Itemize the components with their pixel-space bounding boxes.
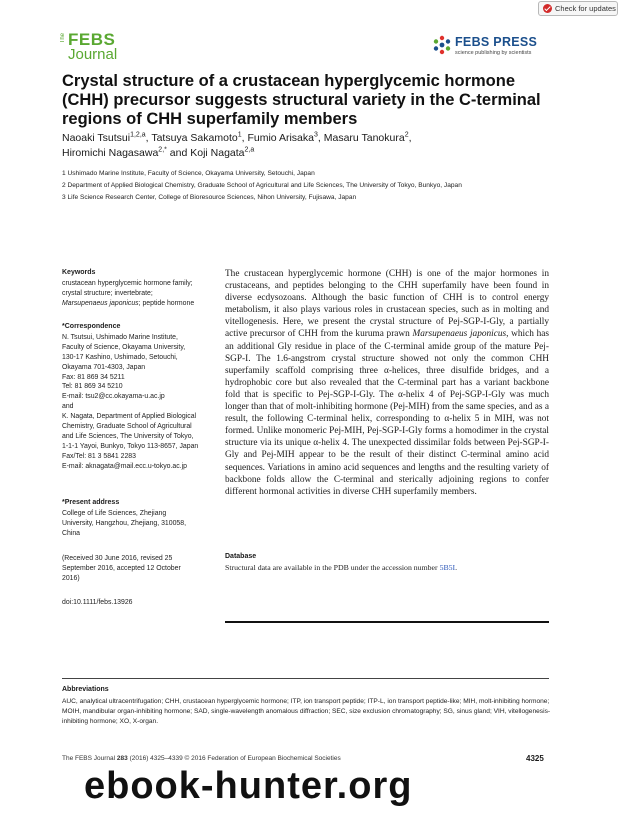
journal-footer: The FEBS Journal 283 (2016) 4325–4339 © 2016 Federation of European Biochemical Societies <box>62 755 341 762</box>
present-address-line: University, Hangzhou, Zhejiang, 310058, <box>62 519 186 527</box>
doi-link[interactable]: doi:10.1111/febs.13926 <box>62 599 133 606</box>
press-logo-tagline: science publishing by scientists <box>455 50 532 56</box>
author-name: Fumio Arisaka <box>247 132 314 144</box>
abbreviations-text: AUC, analytical ultracentrifugation; CHH, crustacean hyperglycemic hormone; ITP, ion transport peptide; ITP-L, ion transport peptide-like; MIH, molt-inhibiting hormone; MOIH, mandibular organ-inhibiting hormone; SAD, single-wavelength anomalous diffraction; SEC, size exclusion chromatography; SG, sinus gland; VIH, vitellogenesis-inhibiting hormone; XO, X-organ. <box>62 698 551 725</box>
press-logo-name: FEBS PRESS <box>455 35 538 49</box>
keywords-line: ; peptide hormone <box>138 299 195 307</box>
affiliation-item: 1 Ushimado Marine Institute, Faculty of Science, Okayama University, Setouchi, Japan <box>62 170 315 177</box>
correspondence-line: 1-1-1 Yayoi, Bunkyo, Tokyo 113-8657, Japan <box>62 442 199 450</box>
author-name: Hiromichi Nagasawa <box>62 147 159 159</box>
present-address-heading: *Present address <box>62 499 120 506</box>
present-address-section <box>62 498 212 539</box>
journal-logo-febs: FEBS <box>68 30 116 49</box>
author-affiliation-mark: 2,a <box>244 146 255 154</box>
abstract-part: The crustacean hyperglycemic hormone (CHH) is one of the major hormones in crustaceans, and peptides belonging to the CHH superfamily have been found in diverse ecdysozoans. Although the basic function of CHH is to control energy metabolism, it also plays various roles in crustacean species, such as in molting and vitellogenesis. Here, we present the crystal structure of Pej-SGP-I-Gly, a partially active precursor of CHH from the kuruma prawn <box>225 269 549 340</box>
author-name: Koji Nagata <box>190 147 245 159</box>
keywords-heading: Keywords <box>62 269 96 276</box>
correspondence-line: Okayama 701-4303, Japan <box>62 363 146 371</box>
author-name: Naoaki Tsutsui <box>62 132 131 144</box>
present-address-line: China <box>62 529 81 537</box>
febs-press-dots-icon <box>432 35 452 55</box>
received-dates <box>62 554 212 584</box>
author-affiliation-mark: 1 <box>237 131 242 139</box>
abstract-part: , which has an additional Gly residue in place of the C-terminal amide group of the mature Pej-SGP-I. The 1.6-angstrom crystal structure showed not only the common CHH superfamily scaffold comprising three α-helices, three disulfide bridges, and a hydrophobic core but also revealed that the C-terminal part has a variant backbone fold that is specific to Pej-SGP-I-Gly. The α-helix 4 of Pej-SGP-I-Gly was much longer than that of molt-inhibiting hormone (Pej-MIH) from the same species, and as a result, the following C-terminal helix, corresponding to α-helix 5 in MIH, was not formed. Unlike monomeric Pej-MIH, Pej-SGP-I-Gly forms a homodimer in the crystal structure via its unique α-helix 4. The unexpected dissimilar folds between Pej-SGP-I-Gly and Pej-MIH appear to be the result of their distinct C-terminal amino acid sequences. Variations in amino acid sequences and lengths and the resulting variety of backbone folds allow the C-terminal and sterically adjoining regions to confer different hormonal activities in diverse CHH superfamily members. <box>225 329 550 497</box>
correspondence-line: Faculty of Science, Okayama University, <box>62 343 186 351</box>
abstract-bottom-rule <box>225 621 549 623</box>
correspondence-line: 130-17 Kashino, Ushimado, Setouchi, <box>62 353 178 361</box>
febs-press-logo <box>432 33 542 63</box>
correspondence-line: Tel: 81 869 34 5210 <box>62 383 123 391</box>
affiliation-list <box>62 168 582 204</box>
author-affiliation-mark: 3 <box>314 131 318 139</box>
keywords-line: crustacean hyperglycemic hormone family; <box>62 279 193 287</box>
check-for-updates-button[interactable] <box>538 1 618 16</box>
correspondence-line: K. Nagata, Department of Applied Biological <box>62 413 197 421</box>
received-line: September 2016, accepted 12 October <box>62 564 181 572</box>
present-address-line: College of Life Sciences, Zhejiang <box>62 509 167 517</box>
affiliation-item: 3 Life Science Research Center, College of Bioresource Sciences, Nihon University, Fujisawa, Japan <box>62 194 357 201</box>
correspondence-section <box>62 322 212 472</box>
correspondence-email-link[interactable]: E-mail: tsu2@cc.okayama-u.ac.jp <box>62 393 165 401</box>
check-updates-icon <box>543 4 552 13</box>
keywords-section <box>62 268 212 309</box>
abstract-species: Marsupenaeus japonicus <box>412 329 507 340</box>
author-name: Masaru Tanokura <box>323 132 405 144</box>
author-list: Naoaki Tsutsui$^{1,2,a}$, Tatsuya Sakamoto$^1$, Fumio Arisaka$^3$, Masaru Tanokura$^2$, Hiromichi Nagasawa$^{2,*}$ and Koji Nagata$^{2,a}$ <box>62 131 412 159</box>
watermark-text: ebook-hunter.org <box>84 765 413 807</box>
correspondence-line: Chemistry, Graduate School of Agricultural <box>62 423 192 431</box>
febs-journal-logo <box>60 29 130 67</box>
check-updates-label: Check for updates <box>555 4 616 13</box>
correspondence-line: N. Tsutsui, Ushimado Marine Institute, <box>62 333 178 341</box>
asterisk-mark: * <box>62 323 65 330</box>
abbreviations-heading: Abbreviations <box>62 686 109 693</box>
author-and: and <box>169 147 188 159</box>
database-heading: Database <box>225 553 257 560</box>
correspondence-line: Fax/Tel: 81 3 5841 2283 <box>62 452 136 460</box>
journal-logo-word: Journal <box>68 46 118 63</box>
correspondence-heading: *Correspondence <box>62 323 121 330</box>
author-name: Tatsuya Sakamoto <box>151 132 238 144</box>
keywords-line: crystal structure; invertebrate; <box>62 289 153 297</box>
author-affiliation-mark: 2 <box>404 131 409 139</box>
article-title: Crystal structure of a crustacean hyperglycemic hormone (CHH) precursor suggests structural variety in the C-terminal regions of CHH superfamily members <box>62 72 541 128</box>
correspondence-line: Fax: 81 869 34 5211 <box>62 373 125 381</box>
asterisk-mark: * <box>62 499 65 506</box>
correspondence-email-link[interactable]: E-mail: aknagata@mail.ecc.u-tokyo.ac.jp <box>62 462 187 470</box>
abstract-text <box>225 268 549 498</box>
affiliation-item: 2 Department of Applied Biological Chemistry, Graduate School of Agricultural and Life Sciences, The University of Tokyo, Bunkyo, Japan <box>62 182 462 189</box>
author-affiliation-mark: 2,* <box>158 146 167 154</box>
footer-volume: 283 <box>116 755 128 762</box>
database-text: Structural data are available in the PDB under the accession number 5B5I. <box>225 563 458 572</box>
author-affiliation-mark: 1,2,a <box>130 131 146 139</box>
abbreviations-rule <box>62 678 549 679</box>
page-number: 4325 <box>526 754 544 763</box>
received-line: 2016) <box>62 574 80 582</box>
correspondence-line: and <box>62 403 74 411</box>
journal-logo-the: The <box>60 33 66 44</box>
correspondence-line: and Life Sciences, The University of Tokyo, <box>62 432 194 440</box>
keywords-species: Marsupenaeus japonicus <box>62 299 139 307</box>
pdb-accession-link[interactable]: 5B5I <box>439 563 456 572</box>
received-line: (Received 30 June 2016, revised 25 <box>62 555 173 562</box>
